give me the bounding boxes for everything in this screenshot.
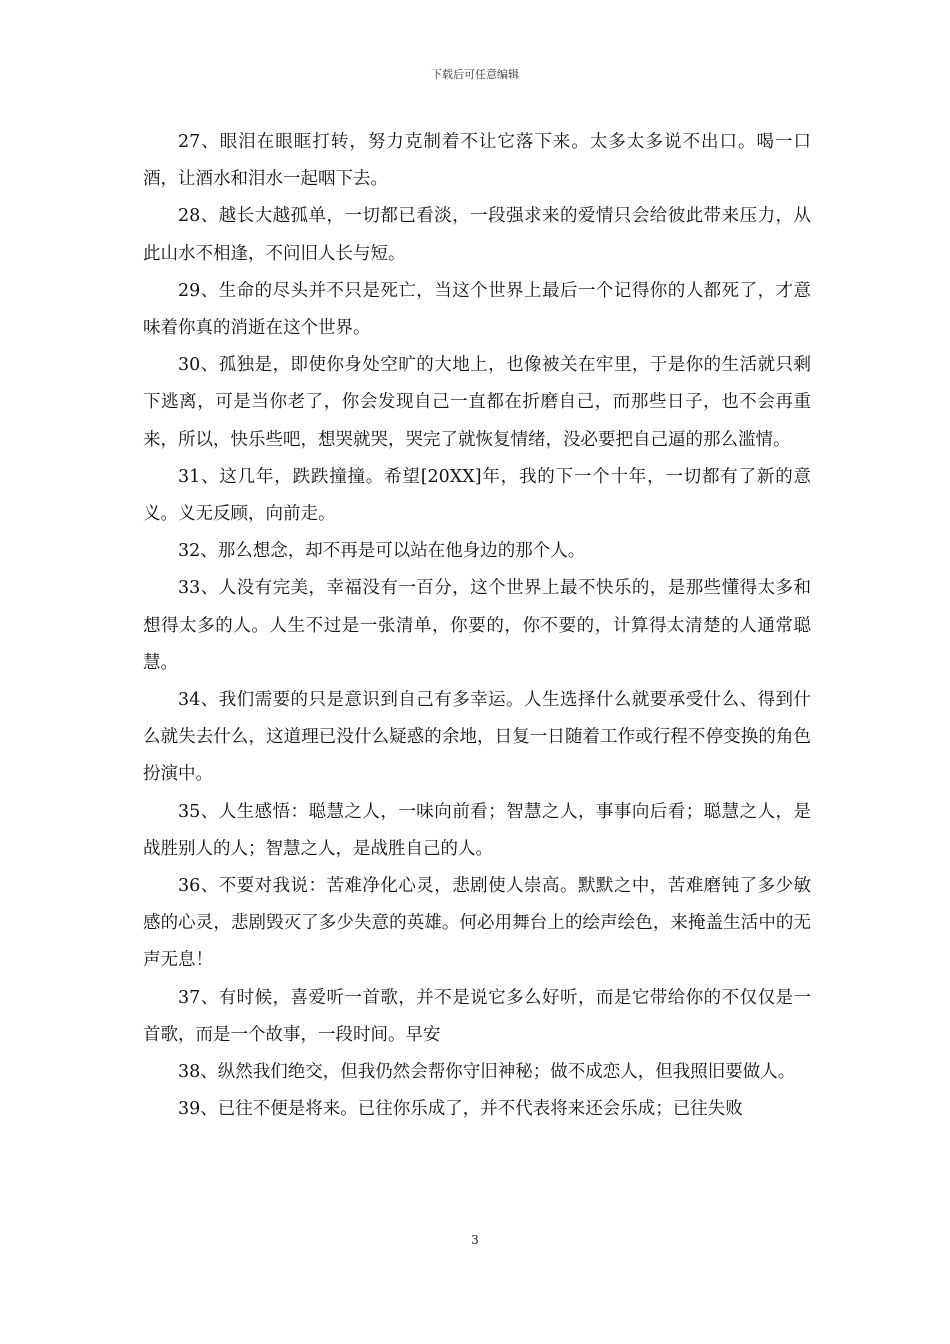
page-number: 3 (471, 1233, 479, 1247)
paragraph-34: 34、我们需要的只是意识到自己有多幸运。人生选择什么就要承受什么、得到什么就失去什么，这道理已没什么疑惑的余地，日复一日随着工作或行程不停变换的角色扮演中。 (143, 690, 811, 785)
paragraph-33: 33、人没有完美，幸福没有一百分，这个世界上最不快乐的，是那些懂得太多和想得太多的人。人生不过是一张清单，你要的，你不要的，计算得太清楚的人通常聪慧。 (143, 578, 811, 673)
paragraph-37: 37、有时候，喜爱听一首歌，并不是说它多么好听，而是它带给你的不仅仅是一首歌，而是一个故事，一段时间。早安 (143, 987, 811, 1045)
paragraph-35: 35、人生感悟：聪慧之人，一味向前看；智慧之人，事事向后看；聪慧之人，是战胜别人的人；智慧之人，是战胜自己的人。 (143, 801, 811, 859)
paragraph-36: 36、不要对我说：苦难净化心灵，悲剧使人崇高。默默之中，苦难磨钝了多少敏感的心灵，悲剧毁灭了多少失意的英雄。何必用舞台上的绘声绘色，来掩盖生活中的无声无息！ (143, 876, 811, 971)
paragraph-29: 29、生命的尽头并不只是死亡，当这个世界上最后一个记得你的人都死了，才意味着你真的消逝在这个世界。 (143, 280, 811, 339)
paragraph-38: 38、纵然我们绝交，但我仍然会帮你守旧神秘；做不成恋人，但我照旧要做人。 (178, 1062, 796, 1083)
page-header: 下载后可任意编辑 (431, 68, 519, 81)
paragraph-32: 32、那么想念，却不再是可以站在他身边的那个人。 (178, 541, 586, 562)
paragraph-28: 28、越长大越孤单，一切都已看淡，一段强求来的爱情只会给彼此带来压力，从此山水不相逢，不问旧人长与短。 (143, 206, 811, 264)
paragraph-27: 27、眼泪在眼眶打转，努力克制着不让它落下来。太多太多说不出口。喝一口酒，让酒水和泪水一起咽下去。 (143, 132, 811, 190)
paragraph-39: 39、已往不便是将来。已往你乐成了，并不代表将来还会乐成；已往失败 (178, 1099, 743, 1120)
paragraph-30: 30、孤独是，即使你身处空旷的大地上，也像被关在牢里，于是你的生活就只剩下逃离，可是当你老了，你会发现自己一直都在折磨自己，而那些日子，也不会再重来，所以，快乐些吧，想哭就哭，哭完了就恢复情绪，没必要把自己逼的那么滥情。 (143, 355, 811, 450)
document-body (143, 124, 811, 1128)
paragraph-31: 31、这几年，跌跌撞撞。希望[20XX]年，我的下一个十年，一切都有了新的意义。义无反顾，向前走。 (143, 466, 811, 525)
